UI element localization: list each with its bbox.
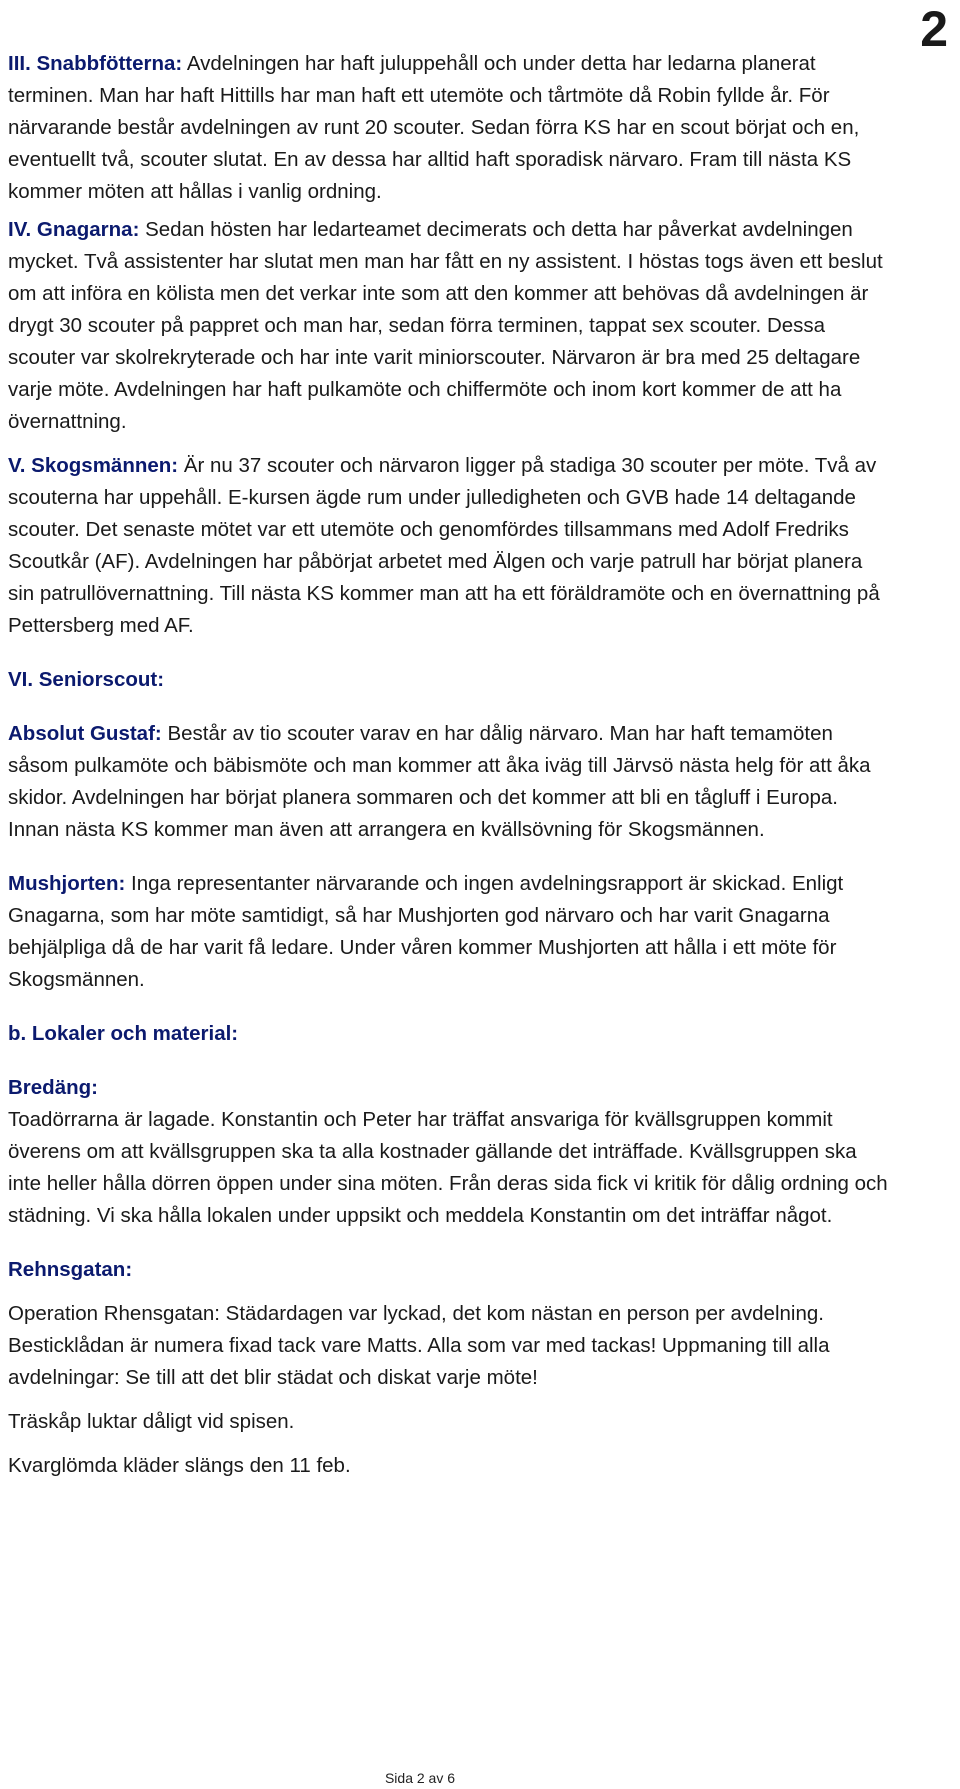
section-heading: III. Snabbfötterna: xyxy=(8,52,183,75)
section-text: Sedan hösten har ledarteamet decimerats och detta har påverkat avdelningen mycket. Två assistenter har slutat men man har fått en ny assistent. I höstas togs även ett beslut om att införa en kölista men det verkar inte som att den kommer att behövas då avdelningen är drygt 30 scouter på pappret och man har, sedan förra terminen, tappat sex scouter. Dessa scouter var skolrekryterade och har inte varit miniorscouter. Närvaron är bra med 25 deltagare varje möte. Avdelningen har haft pulkamöte och chiffermöte och inom kort kommer de att ha övernattning. xyxy=(8,218,883,433)
section-heading: Rehnsgatan: xyxy=(8,1258,133,1281)
section-text: Avdelningen har haft juluppehåll och under detta har ledarna planerat terminen. Man har haft Hittills har man haft ett utemöte och tårtmöte då Robin fyllde år. För närvarande består avdelningen av runt 20 scouter. Sedan förra KS har en scout börjat och en, eventuellt två, scouter slutat. En av dessa har alltid haft sporadisk närvaro. Fram till nästa KS kommer möten att hållas i vanlig ordning. xyxy=(8,52,860,203)
section-gnagarna xyxy=(8,214,888,438)
section-mushjorten xyxy=(8,868,888,996)
section-lokaler xyxy=(8,1018,888,1050)
section-bredang-text: Toadörrarna är lagade. Konstantin och Peter har träffat ansvariga för kvällsgruppen kommit överens om att kvällsgruppen ska ta alla kostnader gällande det inträffade. Kvällsgruppen ska inte heller hålla dörren öppen under sina möten. Från deras sida fick vi kritik för dålig ordning och städning. Vi ska hålla lokalen under uppsikt och meddela Konstantin om det inträffar något. xyxy=(8,1108,888,1227)
section-heading: Mushjorten: xyxy=(8,872,126,895)
section-bredang-heading xyxy=(8,1072,888,1104)
section-heading: b. Lokaler och material: xyxy=(8,1022,239,1045)
section-seniorscout xyxy=(8,664,888,696)
page-number: 2 xyxy=(920,1,948,57)
section-heading: IV. Gnagarna: xyxy=(8,218,140,241)
section-text: Inga representanter närvarande och ingen avdelningsrapport är skickad. Enligt Gnagarna, som har möte samtidigt, så har Mushjorten god närvaro och har varit Gnagarna behjälpliga då de har varit få ledare. Under våren kommer Mushjorten att hålla i ett möte för Skogsmännen. xyxy=(8,872,844,991)
section-text: Är nu 37 scouter och närvaron ligger på stadiga 30 scouter per möte. Två av scouterna har uppehåll. E-kursen ägde rum under julledigheten och GVB hade 14 deltagande scouter. Det senaste mötet var ett utemöte och genomfördes tillsammans med Adolf Fredriks Scoutkår (AF). Avdelningen har påbörjat arbetet med Älgen och varje patrull har börjat planera sin patrullövernattning. Till nästa KS kommer man att ha ett föräldramöte och en övernattning på Pettersberg med AF. xyxy=(8,454,880,637)
section-heading: V. Skogsmännen: xyxy=(8,454,179,477)
section-rehnsgatan-heading xyxy=(8,1254,888,1286)
section-skogsmannen xyxy=(8,450,888,642)
rehnsgatan-note: Kvarglömda kläder slängs den 11 feb. xyxy=(8,1454,351,1477)
section-heading: VI. Seniorscout: xyxy=(8,668,165,691)
rehnsgatan-note: Träskåp luktar dåligt vid spisen. xyxy=(8,1410,295,1433)
section-snabbfotterna xyxy=(8,48,888,208)
page-footer: Sida 2 av 6 xyxy=(384,1770,456,1786)
section-absolut-gustaf xyxy=(8,718,888,846)
section-text: Består av tio scouter varav en har dålig närvaro. Man har haft temamöten såsom pulkamöte och bäbismöte och man kommer att åka iväg till Järvsö nästa helg för att åka skidor. Avdelningen har börjat planera sommaren och det kommer att bli en tågluff i Europa. Innan nästa KS kommer man även att arrangera en kvällsövning för Skogsmännen. xyxy=(8,722,871,841)
section-heading: Absolut Gustaf: xyxy=(8,722,162,745)
section-rehnsgatan-text: Operation Rhensgatan: Städardagen var lyckad, det kom nästan en person per avdelning. Besticklådan är numera fixad tack vare Matts. Alla som var med tackas! Uppmaning till alla avdelningar: Se till att det blir städat och diskat varje möte! xyxy=(8,1302,830,1389)
section-heading: Bredäng: xyxy=(8,1076,98,1099)
document-body xyxy=(8,48,888,1482)
